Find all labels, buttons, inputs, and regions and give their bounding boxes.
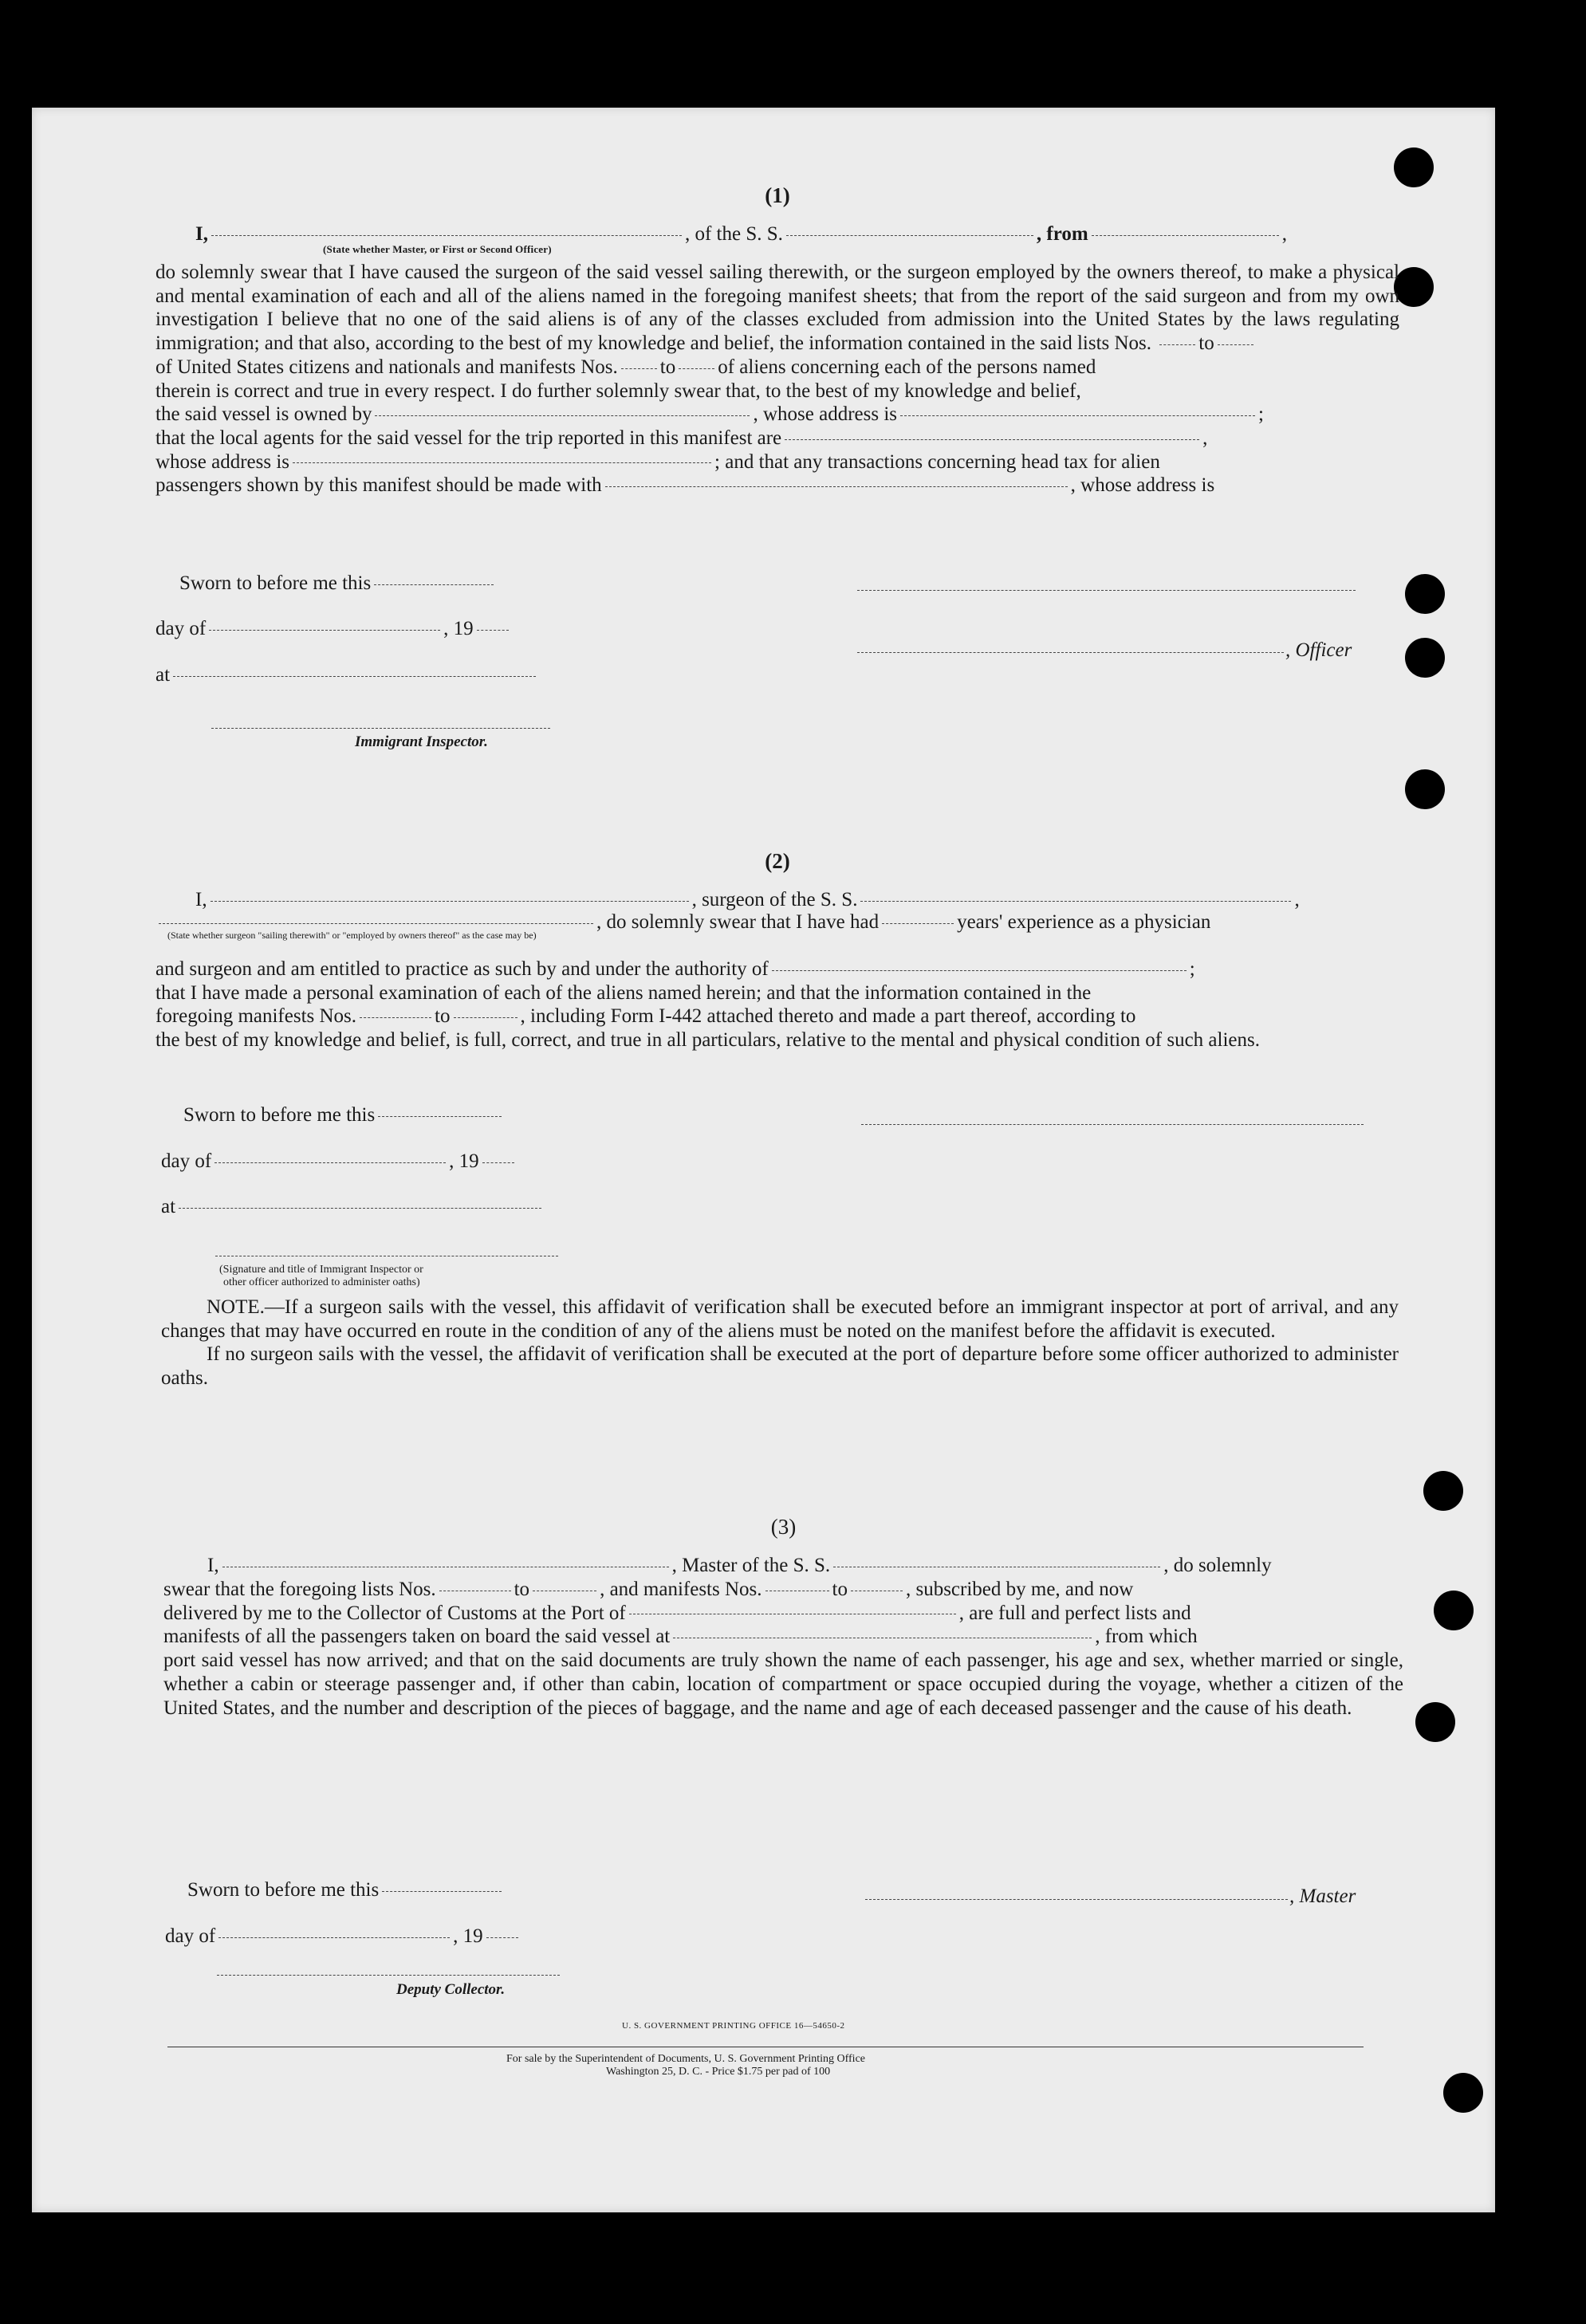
address-label: , whose address is <box>753 403 898 426</box>
surgeon-label: , surgeon of the S. S. <box>691 889 858 910</box>
punch-hole <box>1394 267 1434 307</box>
blank-field[interactable] <box>159 923 593 924</box>
officer-signature-line[interactable] <box>857 652 1284 653</box>
punctuation: ; <box>1258 403 1264 426</box>
blank-field[interactable] <box>211 901 689 902</box>
paragraph-text: therein is correct and true in every respect. I do further solemnly swear that, to the best of my knowledge and belief, <box>155 379 1081 402</box>
punctuation: , <box>1202 427 1208 449</box>
blank-field[interactable] <box>785 439 1199 440</box>
sworn-row <box>183 1104 505 1127</box>
paragraph-text: , including Form I-442 attached thereto and made a part thereof, according to <box>520 1005 1136 1028</box>
master-label: , Master of the S. S. <box>671 1555 831 1576</box>
blank-field[interactable] <box>454 1017 518 1018</box>
paragraph-text: the best of my knowledge and belief, is full, correct, and true in all particulars, relative to the mental and physical condition of such aliens. <box>155 1029 1260 1052</box>
manifests-label: foregoing manifests Nos. <box>155 1005 357 1028</box>
day-row <box>165 1925 521 1948</box>
sworn-label: Sworn to before me this <box>179 572 372 594</box>
oath-paragraph-1 <box>155 261 1399 497</box>
blank-field[interactable] <box>293 462 711 463</box>
to-label: to <box>1198 332 1214 355</box>
port-label: delivered by me to the Collector of Customs at the Port of <box>163 1602 626 1624</box>
note-block <box>161 1296 1399 1390</box>
paragraph-text: of aliens concerning each of the persons named <box>718 356 1096 378</box>
day-of-label: day of <box>165 1925 216 1947</box>
blank-field[interactable] <box>1218 344 1253 345</box>
punctuation: , <box>1294 889 1300 910</box>
gpo-code: U. S. GOVERNMENT PRINTING OFFICE 16—54650-2 <box>622 2021 845 2031</box>
oath-line-1 <box>163 1554 1403 1578</box>
blank-field[interactable] <box>378 1116 502 1117</box>
signature-caption-2: other officer authorized to administer oaths) <box>223 1276 420 1288</box>
agents-label: that the local agents for the said vessel for the trip reported in this manifest are <box>155 427 782 449</box>
blank-field[interactable] <box>882 923 954 924</box>
blank-field[interactable] <box>374 584 494 585</box>
signature-line[interactable] <box>857 590 1356 591</box>
deputy-signature-line[interactable] <box>217 1975 560 1976</box>
punch-hole <box>1443 2073 1483 2113</box>
paragraph-text: that I have made a personal examination of each of the aliens named herein; and that the information contained in the <box>155 981 1092 1004</box>
sale-line-1: For sale by the Superintendent of Documents, U. S. Government Printing Office <box>506 2053 865 2065</box>
blank-field[interactable] <box>621 368 657 369</box>
lists-label: swear that the foregoing lists Nos. <box>163 1579 436 1600</box>
blank-field[interactable] <box>1092 235 1279 236</box>
paragraph-text: , are full and perfect lists and <box>958 1602 1191 1624</box>
year-label: , 19 <box>449 1150 479 1172</box>
oath-line-1 <box>155 888 1399 912</box>
punch-hole <box>1405 638 1445 678</box>
field-caption: (State whether Master, or First or Second Officer) <box>323 243 552 255</box>
manifests-label: , and manifests Nos. <box>600 1579 762 1600</box>
year-label: , 19 <box>443 618 474 639</box>
inspector-signature-line[interactable] <box>211 728 550 729</box>
punch-hole <box>1405 769 1445 809</box>
master-signature-line[interactable] <box>865 1899 1288 1900</box>
paragraph-text: , from which <box>1095 1626 1198 1648</box>
owned-by-label: the said vessel is owned by <box>155 403 372 426</box>
oath-paragraph-2 <box>155 958 1399 1052</box>
paragraph-text: manifests of all the passengers taken on board the said vessel at <box>163 1626 671 1648</box>
oath-i: I, <box>207 1555 219 1576</box>
master-label: , Master <box>1289 1886 1356 1907</box>
to-label: to <box>659 356 676 378</box>
blank-field[interactable] <box>214 1162 446 1163</box>
blank-field[interactable] <box>1159 344 1195 345</box>
blank-field[interactable] <box>173 676 536 677</box>
from-label: , from <box>1036 223 1088 245</box>
deputy-caption: Deputy Collector. <box>396 1981 506 1998</box>
officer-label: , Officer <box>1285 639 1352 661</box>
punch-hole <box>1394 147 1434 187</box>
of-ss-label: , of the S. S. <box>684 223 783 245</box>
inspector-caption: Immigrant Inspector. <box>355 733 488 750</box>
oath-paragraph-3 <box>163 1578 1403 1720</box>
punctuation: ; <box>1189 958 1195 980</box>
blank-field[interactable] <box>786 235 1033 236</box>
at-row <box>161 1196 545 1218</box>
blank-field[interactable] <box>482 1162 514 1163</box>
blank-field[interactable] <box>382 1891 502 1892</box>
at-label: at <box>155 664 171 686</box>
sworn-label: Sworn to before me this <box>183 1104 376 1126</box>
to-label: to <box>832 1579 848 1600</box>
address-label: , whose address is <box>1070 474 1215 497</box>
paragraph-text: do solemnly swear that I have caused the surgeon of the said vessel sailing therewith, or the surgeon employed by the owners thereof, to make a physical and mental examination of each and all of the aliens named in the foregoing manifest sheets; that from the report of the said surgeon and from my own investigation I believe that no one of the said aliens is of any of the classes excluded from admission into the United States by the laws regulating immigration; and that also, according to the best of my knowledge and belief, the information contained in the said lists Nos. <box>155 261 1399 355</box>
punch-hole <box>1415 1702 1455 1742</box>
blank-field[interactable] <box>605 486 1068 487</box>
blank-field[interactable] <box>486 1937 518 1938</box>
blank-field[interactable] <box>360 1017 431 1018</box>
field-caption: (State whether surgeon "sailing therewith" or "employed by owners thereof" as the case may be) <box>167 930 537 941</box>
blank-field[interactable] <box>860 901 1291 902</box>
at-row <box>155 664 539 686</box>
address-label: whose address is <box>155 450 290 473</box>
at-label: at <box>161 1196 176 1217</box>
blank-field[interactable] <box>900 415 1255 416</box>
paragraph-text: port said vessel has now arrived; and that on the said documents are truly shown the name of each passenger, his age and sex, whether married or single, whether a cabin or steerage passenger and, if other than cabin, location of compartment or space occupied during the voyage, whether a citizen of the United States, and the number and description of the pieces of baggage, and the name and age of each deceased passenger and the cause of his death. <box>163 1650 1403 1719</box>
punch-hole <box>1423 1471 1463 1511</box>
day-row <box>155 618 512 640</box>
blank-field[interactable] <box>375 415 750 416</box>
paragraph-text: of United States citizens and nationals and manifests Nos. <box>155 356 618 378</box>
paragraph-text: passengers shown by this manifest should be made with <box>155 474 602 497</box>
paragraph-text: , do solemnly swear that I have had <box>596 911 880 933</box>
to-label: to <box>514 1579 530 1600</box>
punch-hole <box>1405 574 1445 614</box>
note-paragraph-2: If no surgeon sails with the vessel, the affidavit of verification shall be executed at the port of departure before some officer authorized to administer oaths. <box>161 1343 1399 1390</box>
affidavit-section-1 <box>155 183 1399 497</box>
punctuation: , <box>1281 223 1287 245</box>
blank-field[interactable] <box>772 970 1187 971</box>
year-label: , 19 <box>453 1925 483 1947</box>
punch-hole <box>1434 1591 1474 1630</box>
form-page <box>32 108 1495 2212</box>
paragraph-text: , do solemnly <box>1163 1555 1272 1576</box>
blank-field[interactable] <box>179 1208 541 1209</box>
affidavit-section-3 <box>163 1515 1403 1720</box>
sworn-label: Sworn to before me this <box>187 1879 380 1901</box>
blank-field[interactable] <box>211 235 682 236</box>
section-number: (3) <box>770 1515 797 1539</box>
section-number: (2) <box>765 849 790 873</box>
blank-field[interactable] <box>477 630 509 631</box>
sale-line-2: Washington 25, D. C. - Price $1.75 per pad of 100 <box>606 2066 831 2078</box>
signature-line[interactable] <box>861 1124 1364 1125</box>
sworn-row <box>187 1879 505 1901</box>
paragraph-text: , subscribed by me, and now <box>905 1579 1134 1600</box>
note-paragraph-1: NOTE.—If a surgeon sails with the vessel, this affidavit of verification shall be executed before an immigrant inspector at port of arrival, and any changes that may have occurred en route in the condition of any of the aliens must be noted on the manifest before the affidavit is executed. <box>161 1296 1399 1342</box>
paragraph-text: ; and that any transactions concerning head tax for alien <box>714 450 1160 473</box>
oath-i: I, <box>195 889 207 910</box>
affidavit-section-2 <box>155 849 1399 1052</box>
blank-field[interactable] <box>679 368 714 369</box>
paragraph-text: and surgeon and am entitled to practice as such by and under the authority of <box>155 958 769 980</box>
paragraph-text: years' experience as a physician <box>957 911 1211 933</box>
oath-i: I, <box>195 223 208 245</box>
day-of-label: day of <box>161 1150 212 1172</box>
signature-caption-1: (Signature and title of Immigrant Inspector or <box>219 1264 423 1276</box>
to-label: to <box>435 1005 451 1028</box>
sworn-row <box>179 572 497 595</box>
blank-field[interactable] <box>209 630 440 631</box>
day-row <box>161 1150 518 1173</box>
day-of-label: day of <box>155 618 207 639</box>
blank-field[interactable] <box>218 1937 450 1938</box>
section-number: (1) <box>765 183 790 207</box>
